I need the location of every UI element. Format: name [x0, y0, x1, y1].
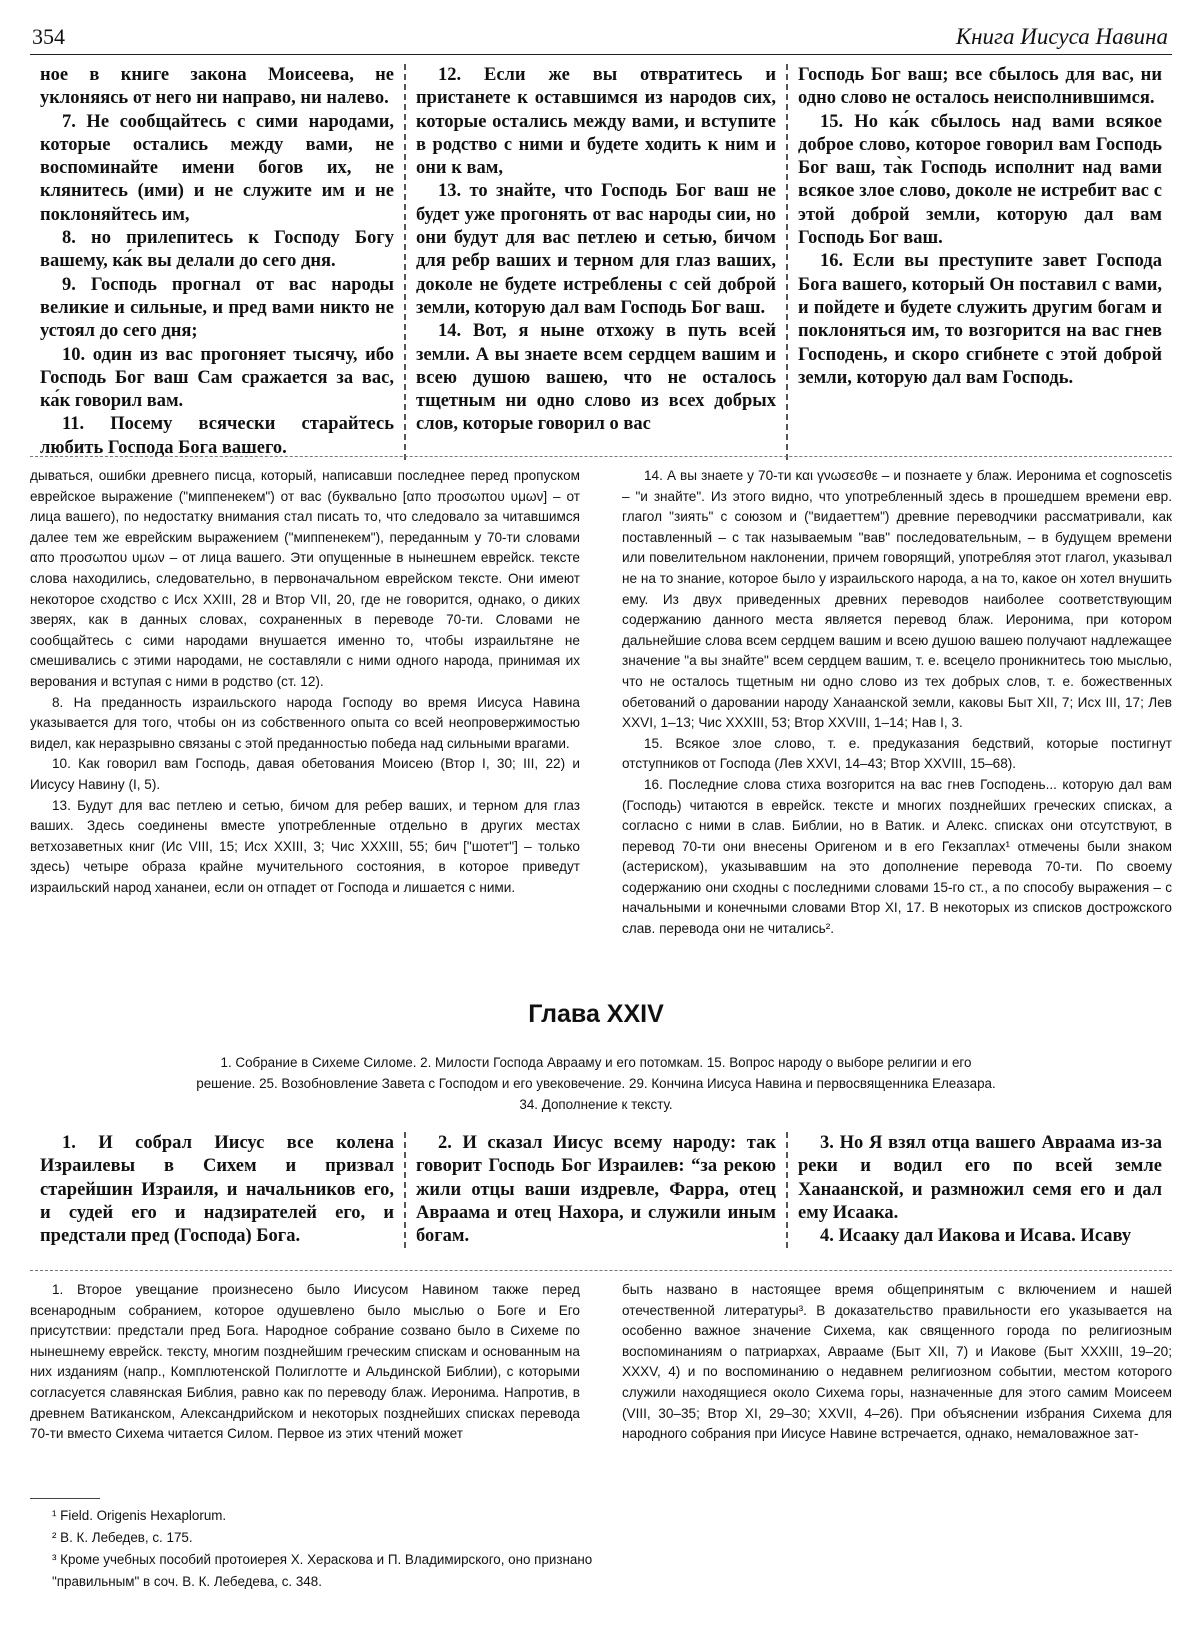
- commentary-paragraph: 16. Последние слова стиха возгорится на вас гнев Господень... которую дал вам (Господь) читаются в еврейск. тексте и многих позднейших греческих списках, а согласно с ними в слав. Библии, но в Ватик. и Алекс. списках они отсутствуют, в перевод 70-ти они внесены Оригеном и в его Гекзаплах¹ отмечены были знаком (астериском), указывавшим на это дополнение перевода 70-ти. По своему содержанию они сходны с последними словами 15-го ст., а по способу выражения – с начальными и конечными словами Втор XI, 17. В некоторых из списков дострожского слав. перевода они не читались².: [622, 776, 1172, 937]
- bible-text-top: [30, 64, 1172, 460]
- verse: 9. Господь прогнал от вас народы великие и сильные, и пред вами никто не устоял до сего дня;: [40, 274, 394, 342]
- verse: 12. Если же вы отвратитесь и пристанете к оставшимся из народов сих, которые остались между вами, и вступите в родство с ними и будете ходить к ним и они к вам,: [416, 65, 776, 179]
- separator-rule: [30, 1270, 1172, 1271]
- bible-column: [404, 1132, 786, 1248]
- commentary-paragraph: 15. Всякое злое слово, т. е. предуказания бедствий, которые постигнут отступников от Господа (Лев XXVI, 14–43; Втор XXVIII, 15–68).: [622, 735, 1172, 772]
- commentary-paragraph: 13. Будут для вас петлею и сетью, бичом для ребер ваших, и терном для глаз ваших. Здесь соединены вместе употребленные отдельно в других местах ветхозаветных книг (Ис VIII, 15; Исх XXIII, 3; Чис XXXIII, 55; бич ["шотет"] – только здесь) четыре образа крайне мучительного состояния, в которое приведут израильский народ хананеи, если он отпадет от Господа и лишается с ними.: [30, 797, 580, 895]
- separator-rule: [30, 456, 1172, 457]
- page-number: 354: [32, 24, 65, 49]
- verse: 4. Исааку дал Иакова и Исава. Исаву: [820, 1226, 1132, 1247]
- bible-column: [404, 64, 786, 460]
- footnote: ¹ Field. Origenis Hexaplorum.: [52, 1508, 227, 1523]
- verse: 10. один из вас прогоняет тысячу, ибо Господь Бог ваш Сам сражается за вас, ка́к говорил вам.: [40, 344, 394, 412]
- commentary-bottom: [30, 1280, 1172, 1445]
- page-header: [30, 14, 1172, 55]
- book-title: Книга Иисуса Навина: [955, 24, 1168, 49]
- verse: 3. Но Я взял отца вашего Авраама из-за реки и водил его по всей земле Ханаанской, и размножил семя его и дал ему Исаака.: [798, 1133, 1162, 1223]
- bible-text-bottom: [30, 1132, 1172, 1248]
- commentary-column: [622, 466, 1172, 940]
- verse: 11. Посему всячески старайтесь любить Господа Бога вашего.: [40, 414, 394, 458]
- commentary-paragraph: 14. А вы знаете у 70-ти και γνωσεσθε – и познаете у блаж. Иеронима et cognoscetis – "и знайте". Из этого видно, что употребленный здесь в прошедшем времени евр. глагол "зиять" с союзом и ("видаеттем") древние переводчики рассматривали, как поставленный – с так называемым "вав" последовательным, – в будущем времени или повелительном наклонении, причем говорящий, употребляя этот глагол, указывал не на то знание, которое было у израильского народа, а на то, какое он хотел внушить ему. Из двух приведенных древних переводов наиболее соответствующим содержанию данного места является перевод блаж. Иеронима, при котором дальнейшие слова всем сердцем вашим и всею душою вашею получают надлежащее значение "а вы знайте" всем сердцем вашим, т. е. всецело проникнитесь тою мыслью, что не осталось тщетным ни одно слово из тех добрых слов, т. е. божественных обетований о даровании народу Ханаанской земли, каковы Быт XII, 7; Исх III, 17; Лев XXVI, 1–13; Чис XXXIII, 53; Втор XXVIII, 1–14; Нав I, 3.: [622, 468, 1172, 731]
- verse: 16. Если вы преступите завет Господа Бога вашего, который Он поставил с вами, и пойдете и будете служить другим богам и поклоняться им, то возгорится на вас гнев Господень, и скоро сгибнете с этой доброй земли, которую дал вам Господь.: [798, 251, 1162, 388]
- bible-column: [30, 1132, 404, 1248]
- commentary-column: [30, 466, 580, 940]
- chapter-title: Глава XXIV: [528, 1000, 664, 1028]
- commentary-column: [622, 1280, 1172, 1445]
- verse: 1. И собрал Иисус все колена Израилевы в Сихем и призвал старейшин Израиля, и начальников его, и судей его и надзирателей его, и предстали пред (Господа) Бога.: [40, 1133, 394, 1247]
- verse: 8. но прилепитесь к Господу Богу вашему, ка́к вы делали до сего дня.: [40, 228, 394, 272]
- footnote-rule: [30, 1498, 100, 1499]
- commentary-paragraph: дываться, ошибки древнего писца, который, написавши последнее перед пропуском еврейское выражение ("миппенекем") от вас (буквально [απο προσωπου υμων] – от лица вашего), по недостатку внимания стал писать то, что следовало за читавшимся далее тем же еврейским выражением ("миппенекем"), переданным у 70-ти словами απο προσωπου υμων – от лица вашего. Эти опущенные в нынешнем еврейск. тексте слова находились, следовательно, в первоначальном еврейском тексте. Они имеют некоторое сходство с Исх XXIII, 28 и Втор VII, 20, где не говорится, однако, о диких зверях, как в данных словах, сохраненных в переводе 70-ти. Словами не сообщайтесь с сими народами внушается именно то, чтобы израильтяне не смешивались с этими народами, не составляли с ними одного народа, принимая их верования и вступая с ними в родство (ст. 12).: [30, 468, 580, 689]
- bible-column: [786, 64, 1172, 460]
- verse: 14. Вот, я ныне отхожу в путь всей земли. А вы знаете всем сердцем вашим и всею душою вашею, что не осталось тщетным ни одно слово из всех добрых слов, которые говорил о вас: [416, 321, 776, 435]
- bible-column: [786, 1132, 1172, 1248]
- bible-column: [30, 64, 404, 460]
- footnote: ² В. К. Лебедев, с. 175.: [52, 1530, 193, 1545]
- commentary-column: [30, 1280, 580, 1445]
- commentary-paragraph: 10. Как говорил вам Господь, давая обетования Моисею (Втор I, 30; III, 22) и Иисусу Навину (I, 5).: [30, 756, 580, 792]
- commentary-paragraph: 8. На преданность израильского народа Господу во время Иисуса Навина указывается для того, чтобы он из собственного опыта со всей неопровержимостью видел, как неразрывно связаны с этой преданностью победа над сильными врагами.: [30, 694, 580, 751]
- verse: 13. то знайте, что Господь Бог ваш не будет уже прогонять от вас народы сии, но они будут для вас петлею и сетью, бичом для ребр ваших и терном для глаз ваших, доколе не будете истреблены с сей доброй земли, которую дал вам Господь Бог ваш.: [416, 181, 776, 318]
- chapter-summary: 1. Собрание в Сихеме Силоме. 2. Милости Господа Аврааму и его потомкам. 15. Вопрос народу о выборе религии и его решение. 25. Возобновление Завета с Господом и его увековечение. 29. Кончина Иисуса Навина и первосвященника Елеазара. 34. Дополнение к тексту.: [196, 1055, 996, 1112]
- verse: ное в книге закона Моисеева, не уклоняясь от него ни направо, ни налево.: [40, 65, 394, 109]
- verse: 7. Не сообщайтесь с сими народами, которые остались между вами, не воспоминайте имени богов их, не клянитесь (ими) и не служите им и не поклоняйтесь им,: [40, 111, 394, 225]
- verse: 2. И сказал Иисус всему народу: так говорит Господь Бог Израилев: “за рекою жили отцы ваши издревле, Фарра, отец Авраама и отец Нахора, и служили иным богам.: [416, 1133, 776, 1247]
- verse: 15. Но ка́к сбылось над вами всякое доброе слово, которое говорил вам Господь Бог ваш, та̀к Господь исполнит над вами всякое злое слово, доколе не истребит вас с этой доброй земли, которую дал вам Господь Бог ваш.: [798, 111, 1162, 249]
- commentary-top: [30, 466, 1172, 940]
- commentary-paragraph: 1. Второе увещание произнесено было Иисусом Навином также перед всенародным собранием, которое одушевлено было мыслью о Боге и Его присутствии: предстали пред Бога. Народное собрание созвано было в Сихеме по нынешнему еврейск. тексту, многим позднейшим греческим спискам и основанным на них изданиям (напр., Комплютенской Полиглотте и Альдинской Библии), с которыми согласуется славянская Библия, равно как по переводу блаж. Иеронима. Напротив, в древнем Ватиканском, Александрийском и некоторых позднейших списках перевода 70-ти вместо Сихема читается Силом. Первое из этих чтений может: [30, 1282, 580, 1442]
- commentary-paragraph: быть названо в настоящее время общепринятым с включением и нашей отечественной литературы³. В доказательство правильности его указывается на особенно важное значение Сихема, как священного города по религиозным воспоминаниям о патриархах, Аврааме (Быт XII, 7) и Иакове (Быт XXXIII, 19–20; XXXV, 4) и по воспоминанию о недавнем религиозном событии, местом которого служили находящиеся около Сихема горы, назначенные для этого самим Моисеем (VIII, 30–35; Втор XI, 29–30; XXVII, 4–26). При объяснении избрания Сихема для народного собрания при Иисусе Навине встречается, однако, немаловажное зат-: [622, 1282, 1172, 1442]
- footnote: ³ Кроме учебных пособий протоиерея Х. Херaскова и П. Владимирского, оно признано "правильным" в соч. В. К. Лебедева, с. 348.: [52, 1552, 593, 1589]
- verse: Господь Бог ваш; все сбылось для вас, ни одно слово не осталось неисполнившимся.: [798, 65, 1162, 109]
- footnotes: [30, 1498, 630, 1593]
